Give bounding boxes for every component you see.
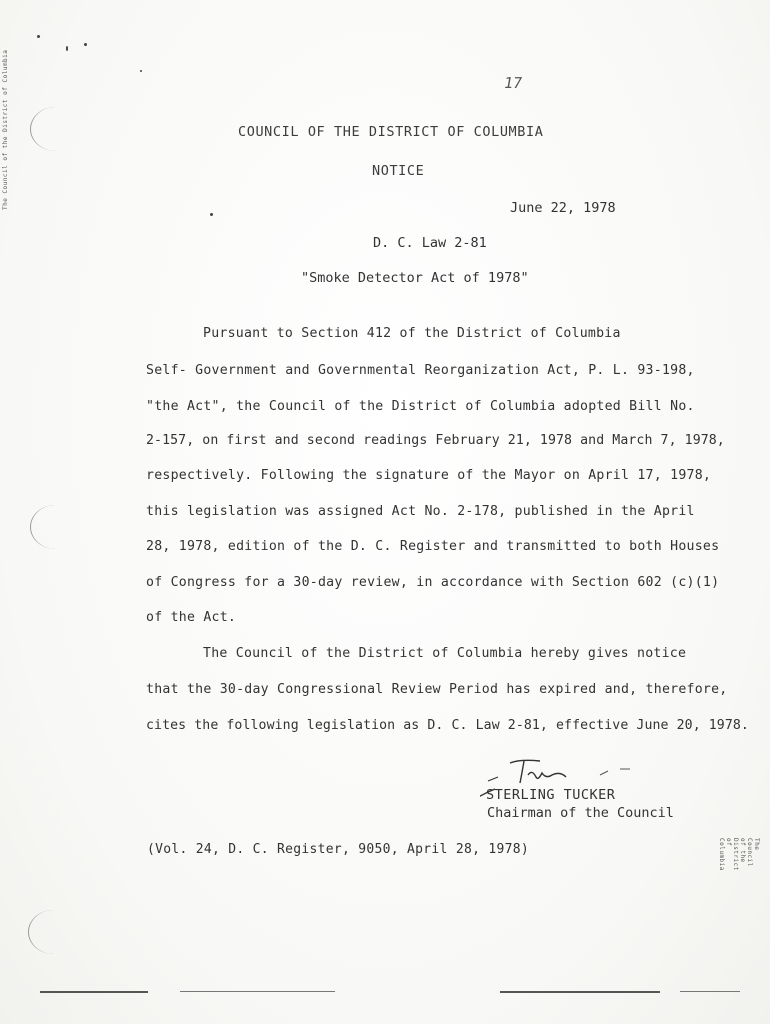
- law-number: D. C. Law 2-81: [373, 235, 487, 251]
- side-stamp-left: The Council of the District of Columbia: [2, 49, 9, 210]
- act-title: "Smoke Detector Act of 1978": [301, 270, 529, 286]
- body-line: Pursuant to Section 412 of the District of Columbia: [203, 326, 621, 341]
- body-line: The Council of the District of Columbia hereby gives notice: [203, 646, 687, 661]
- register-citation: (Vol. 24, D. C. Register, 9050, April 28, 1978): [147, 842, 529, 857]
- body-line: respectively. Following the signature of the Mayor on April 17, 1978,: [146, 468, 712, 483]
- speck: [66, 46, 68, 51]
- punch-hole-top: [30, 107, 81, 151]
- speck: [37, 35, 40, 38]
- bottom-scan-line: [680, 991, 740, 992]
- body-line: cites the following legislation as D. C. Law 2-81, effective June 20, 1978.: [146, 718, 749, 733]
- bottom-scan-line: [500, 991, 660, 993]
- body-line: that the 30-day Congressional Review Period has expired and, therefore,: [146, 682, 728, 697]
- signatory-name: STERLING TUCKER: [486, 787, 616, 803]
- council-heading: COUNCIL OF THE DISTRICT OF COLUMBIA: [238, 124, 544, 140]
- body-line: this legislation was assigned Act No. 2-178, published in the April: [146, 504, 695, 519]
- body-line: "the Act", the Council of the District of Columbia adopted Bill No.: [146, 399, 695, 414]
- page-number: 17: [502, 74, 524, 92]
- body-line: of the Act.: [146, 610, 237, 625]
- bottom-scan-line: [180, 991, 335, 992]
- speck: [140, 70, 142, 72]
- signatory-title: Chairman of the Council: [487, 805, 674, 821]
- bottom-scan-line: [40, 991, 148, 993]
- body-line: 28, 1978, edition of the D. C. Register and transmitted to both Houses: [146, 539, 720, 554]
- body-line: of Congress for a 30-day review, in accordance with Section 602 (c)(1): [146, 575, 720, 590]
- notice-date: June 22, 1978: [510, 200, 616, 216]
- notice-heading: NOTICE: [372, 163, 425, 179]
- body-line: Self- Government and Governmental Reorganization Act, P. L. 93-198,: [146, 363, 695, 378]
- side-stamp-right: The Council of the District of Columbia: [718, 838, 760, 871]
- speck: [84, 43, 87, 46]
- speck: [210, 213, 213, 216]
- punch-hole-bottom: [28, 910, 79, 954]
- punch-hole-middle: [30, 505, 81, 549]
- body-line: 2-157, on first and second readings February 21, 1978 and March 7, 1978,: [146, 433, 725, 448]
